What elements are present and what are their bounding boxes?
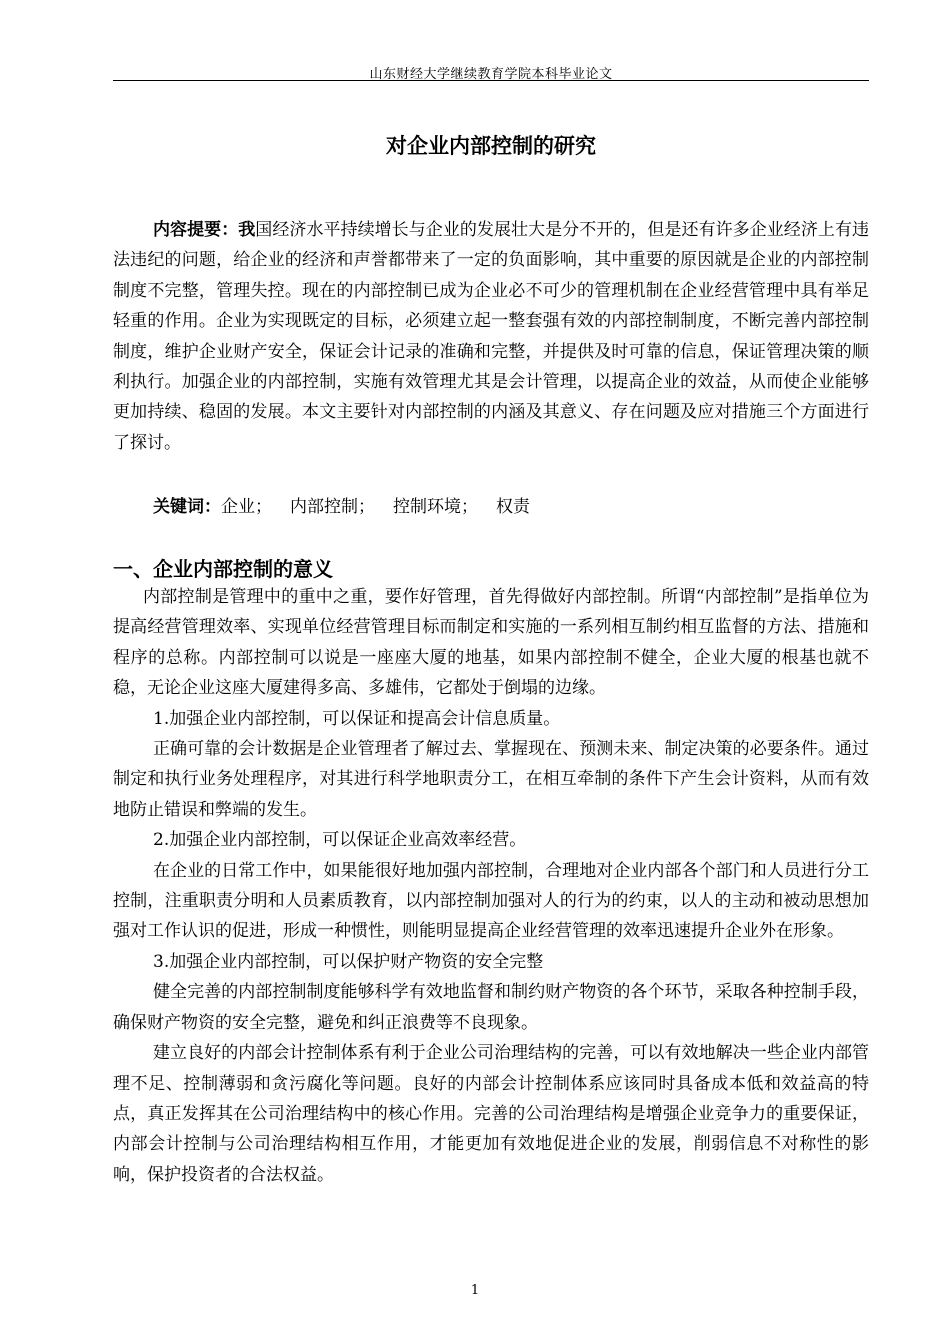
numbered-point: 1.加强企业内部控制，可以保证和提高会计信息质量。 — [153, 708, 561, 729]
abstract-label: 内容提要：我 — [153, 220, 256, 240]
keyword-item: 内部控制； — [290, 497, 375, 517]
keyword-item: 权责 — [496, 497, 530, 517]
body-paragraph: 正确可靠的会计数据是企业管理者了解过去、掌握现在、预测未来、制定决策的必要条件。通过制定和执行业务处理程序，对其进行科学地职责分工，在相互牵制的条件下产生会计资料，从而有效地防止错误和弊端的发生。 — [113, 739, 869, 820]
body-paragraph: 内部控制是管理中的重中之重，要作好管理，首先得做好内部控制。所谓“内部控制”是指单位为提高经营管理效率、实现单位经营管理目标而制定和实施的一系列相互制约相互监督的方法、措施和程序的总称。内部控制可以说是一座座大厦的地基，如果内部控制不健全，企业大厦的根基也就不稳，无论企业这座大厦建得多高、多雄伟，它都处于倒塌的边缘。 — [113, 587, 869, 699]
keyword-item: 控制环境； — [393, 497, 478, 517]
numbered-point: 2.加强企业内部控制，可以保证企业高效率经营。 — [153, 830, 527, 851]
keywords-label: 关键词： — [153, 497, 221, 517]
keywords-line — [113, 492, 869, 522]
body-paragraph: 建立良好的内部会计控制体系有利于企业公司治理结构的完善，可以有效地解决一些企业内部管理不足、控制薄弱和贪污腐化等问题。良好的内部会计控制体系应该同时具备成本低和效益高的特点，真正发挥其在公司治理结构中的核心作用。完善的公司治理结构是增强企业竞争力的重要保证，内部会计控制与公司治理结构相互作用，才能更加有效地促进企业的发展，削弱信息不对称性的影响，保护投资者的合法权益。 — [113, 1043, 869, 1185]
running-header: 山东财经大学继续教育学院本科毕业论文 — [369, 67, 613, 82]
page-number: 1 — [470, 1283, 480, 1298]
body-paragraph: 在企业的日常工作中，如果能很好地加强内部控制，合理地对企业内部各个部门和人员进行分工控制，注重职责分明和人员素质教育，以内部控制加强对人的行为的约束，以人的主动和被动思想加强对工作认识的促进，形成一种惯性，则能明显提高企业经营管理的效率迅速提升企业外在形象。 — [113, 860, 869, 942]
numbered-point: 3.加强企业内部控制，可以保护财产物资的安全完整 — [153, 951, 544, 972]
keyword-item: 企业； — [221, 497, 272, 517]
header-rule — [113, 80, 869, 81]
section-body — [113, 582, 869, 1190]
abstract-paragraph — [113, 215, 869, 458]
abstract-text: 国经济水平持续增长与企业的发展壮大是分不开的，但是还有许多企业经济上有违法违纪的问题，给企业的经济和声誉都带来了一定的负面影响，其中重要的原因就是企业的内部控制制度不完整，管理失控。现在的内部控制已成为企业必不可少的管理机制在企业经营管理中具有举足轻重的作用。企业为实现既定的目标，必须建立起一整套强有效的内部控制制度，不断完善内部控制制度，维护企业财产安全，保证会计记录的准确和完整，并提供及时可靠的信息，保证管理决策的顺利执行。加强企业的内部控制，实施有效管理尤其是会计管理，以提高企业的效益，从而使企业能够更加持续、稳固的发展。本文主要针对内部控制的内涵及其意义、存在问题及应对措施三个方面进行了探讨。 — [113, 220, 870, 453]
body-paragraph: 健全完善的内部控制制度能够科学有效地监督和制约财产物资的各个环节，采取各种控制手段，确保财产物资的安全完整，避免和纠正浪费等不良现象。 — [113, 982, 869, 1033]
section-heading: 一、企业内部控制的意义 — [113, 557, 333, 581]
page-title: 对企业内部控制的研究 — [386, 134, 596, 158]
